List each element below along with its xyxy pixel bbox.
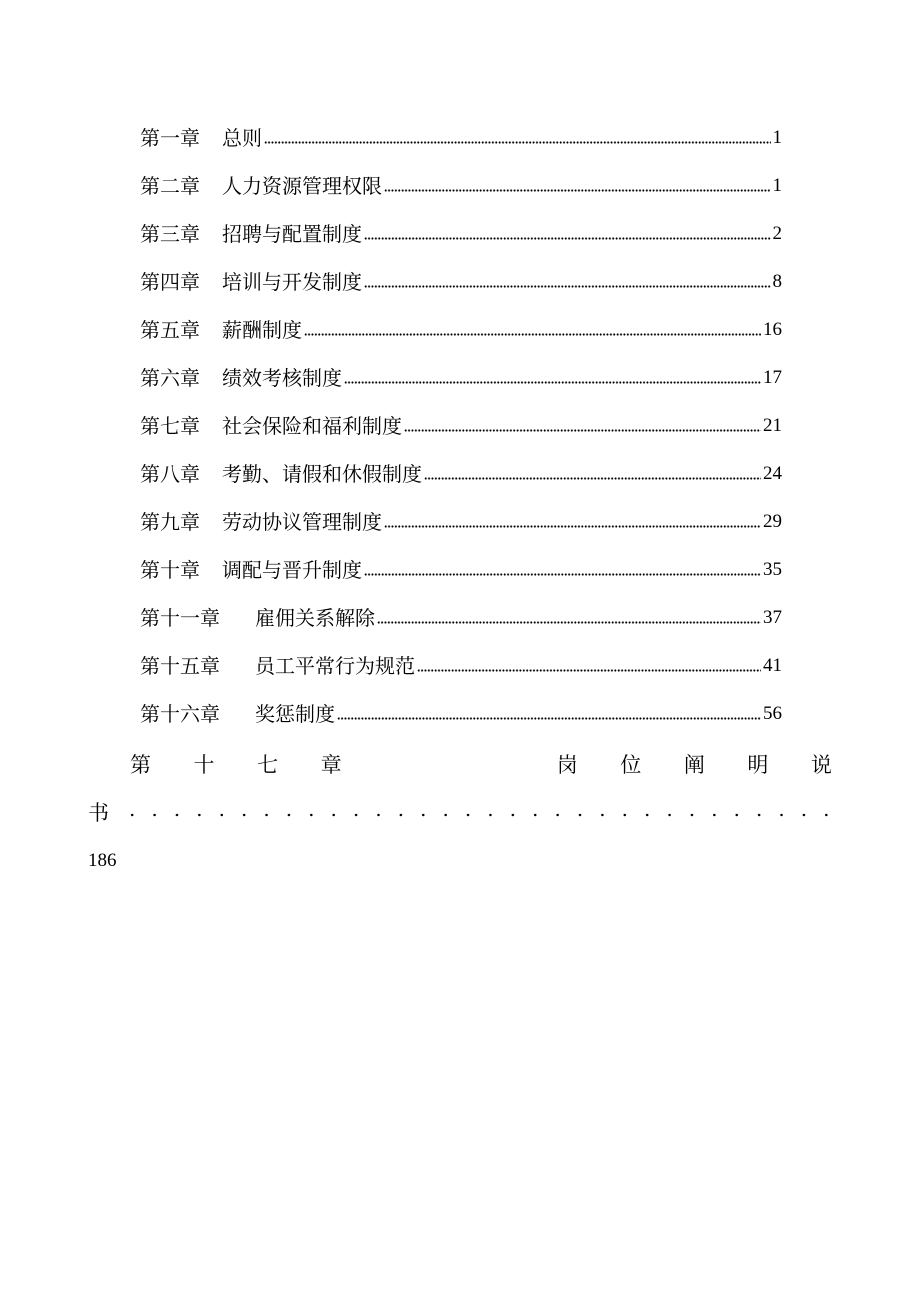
toc-page-number: 21	[763, 415, 782, 436]
toc-entry[interactable]	[140, 363, 782, 393]
toc-entry-last-heading[interactable]	[130, 748, 832, 782]
toc-page-number: 1	[772, 127, 782, 148]
toc-chapter-number: 第十章	[140, 558, 200, 582]
toc-entry[interactable]	[140, 651, 782, 681]
toc-entry[interactable]	[140, 507, 782, 537]
toc-leader-dots	[304, 330, 761, 338]
toc-leader-dots	[117, 812, 832, 818]
toc-entry[interactable]	[140, 267, 782, 297]
toc-entry[interactable]	[140, 315, 782, 345]
toc-entry[interactable]	[140, 603, 782, 633]
toc-chapter-number: 第十六章	[140, 702, 220, 726]
toc-leader-dots	[417, 666, 761, 674]
toc-leader-dots	[364, 282, 771, 290]
toc-page-number: 41	[763, 655, 782, 676]
toc-page-number: 16	[763, 319, 782, 340]
toc-chapter-title: 培训与开发制度	[222, 270, 362, 294]
toc-page-number: 1	[772, 175, 782, 196]
toc-entry[interactable]	[140, 699, 782, 729]
toc-chapter-number: 第四章	[140, 270, 200, 294]
toc-leader-dots	[377, 618, 761, 626]
toc-chapter-number: 第六章	[140, 366, 200, 390]
toc-leader-dots	[364, 234, 771, 242]
toc-chapter-title: 总则	[222, 126, 262, 150]
toc-leader-dots	[384, 522, 761, 530]
toc-chapter-title: 调配与晋升制度	[222, 558, 362, 582]
toc-entry[interactable]	[140, 411, 782, 441]
toc-last-char: 说	[810, 753, 832, 777]
toc-leader-dots	[344, 378, 761, 386]
toc-chapter-number: 第二章	[140, 174, 200, 198]
toc-last-char: 位	[620, 753, 642, 777]
toc-entry[interactable]	[140, 555, 782, 585]
toc-leader-dots	[264, 138, 771, 146]
toc-chapter-title: 人力资源管理权限	[222, 174, 382, 198]
toc-chapter-title: 绩效考核制度	[222, 366, 342, 390]
toc-chapter-number: 第五章	[140, 318, 200, 342]
toc-leader-dots	[364, 570, 761, 578]
toc-page-number: 2	[772, 223, 782, 244]
toc-chapter-number: 第九章	[140, 510, 200, 534]
toc-chapter-title: 招聘与配置制度	[222, 222, 362, 246]
toc-last-char: 第	[130, 753, 151, 777]
toc-page-number: 24	[763, 463, 782, 484]
toc-last-char: 章	[320, 753, 342, 777]
toc-page-number: 29	[763, 511, 782, 532]
toc-chapter-number: 第一章	[140, 126, 200, 150]
toc-last-char: 阐	[683, 753, 705, 777]
toc-last-title-tail: 书	[88, 801, 109, 825]
toc-entry-last-leader[interactable]	[88, 796, 832, 830]
toc-leader-dots	[424, 474, 761, 482]
toc-last-char: 七	[257, 753, 279, 777]
toc-chapter-number: 第七章	[140, 414, 200, 438]
toc-chapter-number: 第十一章	[140, 606, 220, 630]
toc-entry[interactable]	[140, 171, 782, 201]
toc-chapter-title: 雇佣关系解除	[255, 606, 375, 630]
toc-page-number: 37	[763, 607, 782, 628]
toc-entry[interactable]	[140, 459, 782, 489]
toc-chapter-title: 薪酬制度	[222, 318, 302, 342]
toc-entry[interactable]	[140, 123, 782, 153]
toc-chapter-title: 奖惩制度	[255, 702, 335, 726]
toc-page-number: 35	[763, 559, 782, 580]
toc-leader-dots	[404, 426, 761, 434]
toc-page-number: 56	[763, 703, 782, 724]
toc-page-number: 17	[763, 367, 782, 388]
toc-chapter-number: 第八章	[140, 462, 200, 486]
toc-chapter-title: 考勤、请假和休假制度	[222, 462, 422, 486]
toc-last-page-number: 186	[88, 850, 117, 871]
toc-last-char: 明	[747, 753, 769, 777]
toc-chapter-number: 第十五章	[140, 654, 220, 678]
toc-last-char: 岗	[556, 753, 578, 777]
toc-chapter-title: 劳动协议管理制度	[222, 510, 382, 534]
toc-leader-dots	[337, 714, 761, 722]
toc-entry[interactable]	[140, 219, 782, 249]
toc-last-char: 十	[193, 753, 215, 777]
toc-leader-dots	[384, 186, 771, 194]
toc-chapter-title: 员工平常行为规范	[255, 654, 415, 678]
toc-last-gap	[384, 748, 514, 782]
toc-page-number: 8	[772, 271, 782, 292]
toc-chapter-number: 第三章	[140, 222, 200, 246]
toc-chapter-title: 社会保险和福利制度	[222, 414, 402, 438]
